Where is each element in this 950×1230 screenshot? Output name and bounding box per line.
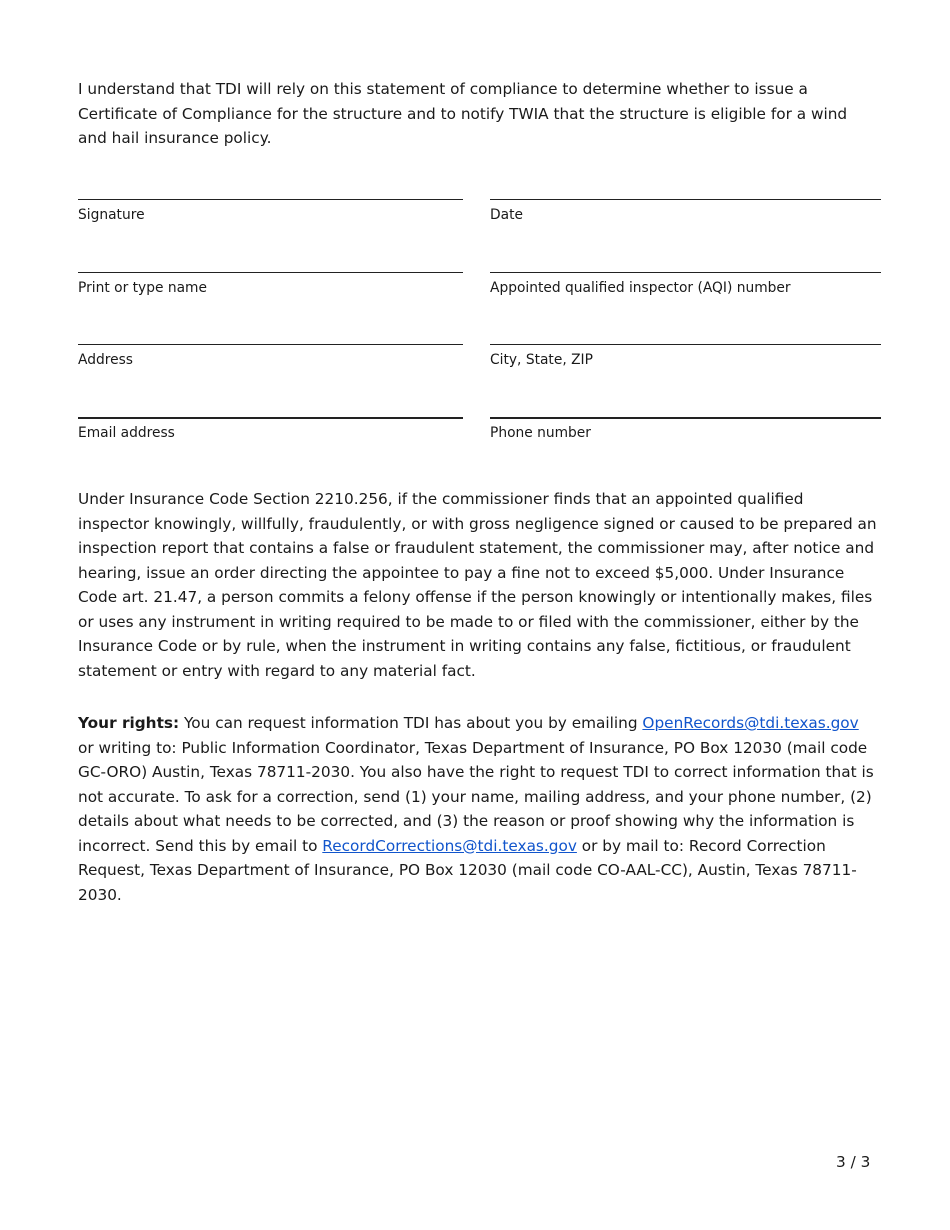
- your-rights-heading: Your rights:: [78, 714, 180, 732]
- field-row-signature: [78, 199, 881, 272]
- intro-paragraph: I understand that TDI will rely on this statement of compliance to determine whether to issue a Certificate of Compliance for the structure and to notify TWIA that the structure is eligible for a wind and hail insurance policy.: [78, 80, 848, 147]
- record-corrections-email-link[interactable]: RecordCorrections@tdi.texas.gov: [322, 836, 577, 855]
- phone-number-field[interactable]: [490, 417, 881, 490]
- field-row-name: [78, 272, 881, 345]
- address-field[interactable]: [78, 344, 463, 417]
- name-label: Print or type name: [78, 279, 207, 296]
- date-field[interactable]: [490, 199, 881, 272]
- open-records-email-link[interactable]: OpenRecords@tdi.texas.gov: [642, 714, 859, 732]
- city-state-zip-field[interactable]: [490, 344, 881, 417]
- rights-text-1: You can request information TDI has about you by emailing: [179, 714, 643, 732]
- email-address-field[interactable]: [78, 417, 463, 490]
- address-label: Address: [78, 352, 133, 369]
- name-field[interactable]: [78, 272, 463, 345]
- aqi-number-field[interactable]: [490, 272, 881, 345]
- field-row-address: [78, 344, 881, 417]
- signature-field[interactable]: [78, 199, 463, 272]
- penalty-notice-paragraph: Under Insurance Code Section 2210.256, if the commissioner finds that an appointed qualified inspector knowingly, willfully, fraudulently, or with gross negligence signed or caused to be prepared an inspection report that contains a false or fraudulent statement, the commissioner may, after notice and hearing, issue an order directing the appointee to pay a fine not to exceed $5,000. Under Insurance Code art. 21.47, a person commits a felony offense if the person knowingly or intentionally makes, files or uses any instrument in writing required to be made to or filed with the commissioner, either by the Insurance Code or by rule, when the instrument in writing contains any false, fictitious, or fraudulent statement or entry with regard to any material fact.: [78, 490, 877, 680]
- page-number: 3 / 3: [836, 1153, 871, 1171]
- field-row-contact: [78, 417, 881, 490]
- email-address-label: Email address: [78, 425, 175, 442]
- rights-text-3: or by mail to: Record Correction Request, Texas Department of Insurance, PO Box 12030 (mail code CO-AAL-CC), Austin, Texas 78711-2030.: [78, 836, 857, 904]
- phone-number-label: Phone number: [490, 425, 591, 442]
- rights-text-2: or writing to: Public Information Coordinator, Texas Department of Insurance, PO Box 12030 (mail code GC-ORO) Austin, Texas 78711-2030. You also have the right to request TDI to correct information that is not accurate. To ask for a correction, send (1) your name, mailing address, and your phone number, (2) details about what needs to be corrected, and (3) the reason or proof showing why the information is incorrect. Send this by email to: [78, 738, 874, 855]
- aqi-number-label: Appointed qualified inspector (AQI) number: [490, 279, 791, 296]
- signature-label: Signature: [78, 207, 145, 223]
- date-label: Date: [490, 207, 523, 223]
- city-state-zip-label: City, State, ZIP: [490, 352, 593, 369]
- your-rights-paragraph: [78, 711, 878, 907]
- signature-fields: [78, 199, 881, 490]
